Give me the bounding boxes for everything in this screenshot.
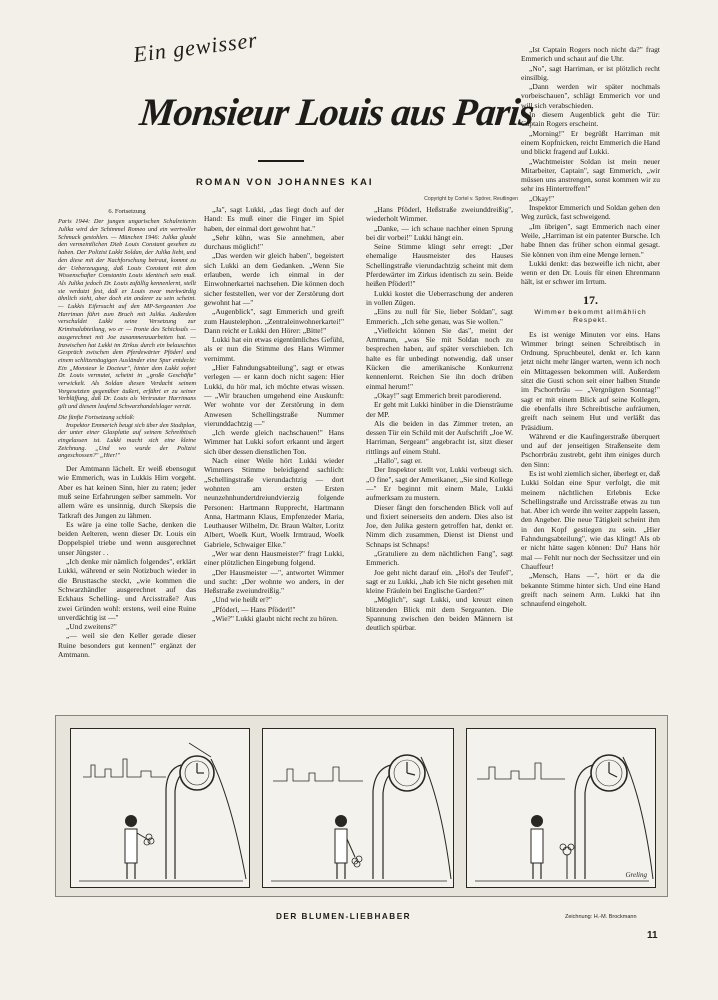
paragraph: „Wer war denn Hausmeister?" fragt Lukki, einer plötzlichen Eingebung folgend. xyxy=(204,548,344,568)
panel-3-drawing xyxy=(467,729,656,888)
paragraph: Er geht mit Lukki hinüber in die Diensträume der MP. xyxy=(366,400,513,419)
page-number: 11 xyxy=(647,930,658,941)
paragraph: „Hier Fahndungsabteilung", sagt er etwas verlegen — er kann doch nicht sagen: Hier Lukki, du hör mal, ich möchte etwas wissen. — „Wir brauchen umgehend eine Auskunft: Wer wohnte vor der Zerstörung in dem Anwesen Schellingstraße Nummer vierunddachtzig —" xyxy=(204,363,344,428)
chapter-number: 17. xyxy=(583,292,598,307)
paragraph: In diesem Augenblick geht die Tür: Captain Rogers erscheint. xyxy=(521,110,660,129)
cartoon-panel-3 xyxy=(466,728,656,888)
paragraph: Seine Stimme klingt sehr erregt: „Der ehemalige Hausmeister des Hauses Schellingstraße vierundachtzig scheint mit dem Pferdewärter im Zirkus identisch zu sein. Beide heißen Pföderl!" xyxy=(366,242,513,289)
paragraph: „Augenblick", sagt Emmerich und greift zum Haustelephon. „Zentraleinwohnerkartei!" Dann reicht er Lukki den Hörer: „Bitte!" xyxy=(204,307,344,335)
paragraph: „Ich werde gleich nachschauen!" Hans Wimmer hat Lukki sofort erkannt und ärgert sich über dessen dienstlichen Ton. xyxy=(204,428,344,456)
paragraph: „Danke, — ich schaue nachher einen Sprung bei dir vorbei!" Lukki hängt ein. xyxy=(366,223,513,242)
paragraph: „Vielleicht können Sie das", meint der Amtmann, „was Sie mit Soldan noch zu besprechen haben, auf später verschieben. Ich halte es für unbedingt notwendig, daß unser Kücken die amerikanische Konkurrenz kennenlernt. Reichen Sie ihn doch drüben einmal herum!" xyxy=(366,325,513,391)
paragraph: „Dann werden wir später nochmals vorbeischauen", schlägt Emmerich vor und will sich verabschieden. xyxy=(521,82,660,110)
story-title: Monsieur Louis aus Paris xyxy=(137,91,536,134)
paragraph: „Im übrigen", sagt Emmerich nach einer Weile, „Harriman ist ein patenter Bursche. Ich habe Ihnen das früher schon einmal gesagt. Sie können von ihm eine Menge lernen." xyxy=(521,221,660,259)
paragraph: „Das werden wir gleich haben", begeistert sich Lukki an dem Gedanken. „Wenn Sie erlauben, werde ich einmal in der Einwohnerkartei nachsehen. Die können doch sicher feststellen, wer vor der Zerstörung dort gewohnt hat —" xyxy=(204,251,344,307)
cartoon-panel-1 xyxy=(70,728,250,888)
title-kicker: Ein gewisser xyxy=(131,26,260,68)
panel-1-drawing xyxy=(71,729,250,888)
panel-2-drawing xyxy=(263,729,454,888)
text-column-3 xyxy=(366,205,513,633)
paragraph: „Morning!" Er begrüßt Harriman mit einem Kopfnicken, reicht Emmerich die Hand und blickt fragend auf Lukki. xyxy=(521,128,660,157)
paragraph: Es wäre ja eine tolle Sache, denken die beiden Aelteren, wenn dieser Dr. Louis ein Doppelspiel triebe und wenn ausgerechnet unser Jüngster . . xyxy=(58,519,196,557)
paragraph: „Okay!" xyxy=(529,193,555,203)
paragraph: Joe geht nicht darauf ein. „Hol's der Teufel", sagt er zu Lukki, „hab ich Sie nicht gesehen mit kleine Fräulein bei Englische Garden?" xyxy=(366,567,513,596)
paragraph: „Wachtmeister Soldan ist mein neuer Mitarbeiter, Captain", sagt Emmerich, „wir müssen uns anstrengen, sonst kommen wir zu sehr ins Hintertreffen!" xyxy=(521,156,660,194)
paragraph: Inspektor Emmerich und Soldan gehen den Weg zurück, fast schweigend. xyxy=(521,203,660,222)
text-column-4 xyxy=(521,45,660,608)
paragraph: „Gratuliere zu dem nächtlichen Fang", sagt Emmerich. xyxy=(366,548,513,568)
paragraph: Es ist wenige Minuten vor eins. Hans Wimmer bringt seinen Schreibtisch in Ordnung. Spruchbeutel, denkt er. Ich kann jetzt nicht mehr länger warten, wenn ich noch ein Mittagessen bekommen will. Außerdem sitzt die Gusti schon seit einer halben Stunde im Pschorrbräu — „Vergnügten Sonntag!" sagt er mit einem Blick auf seine Kollegen, die ebenfalls ihre Schreibtische aufräumen, greift nach seinem Hut und verläßt das Präsidium. xyxy=(521,329,660,432)
column-4-body xyxy=(521,45,660,287)
text-column-2 xyxy=(204,205,344,623)
paragraph: Lukki hat ein etwas eigentümliches Gefühl, als er nun die Stimme des Hans Wimmer vernimmt. xyxy=(204,335,344,363)
copyright-note: Copyright by Cortel v. Spörer, Reutlingen xyxy=(424,196,518,202)
paragraph: „Wie?" Lukki glaubt nicht recht zu hören. xyxy=(212,614,338,624)
paragraph: Während er die Kaufingerstraße überquert und auf der jenseitigen Straßenseite dem Pschorrbräu zustrebt, geht ihm einiges durch den Sinn: xyxy=(521,431,660,469)
cartoon-caption: DER BLUMEN-LIEBHABER xyxy=(276,912,412,921)
paragraph: Dieser fängt den forschenden Blick voll auf und fixiert seinerseits den andern. Dies also ist Joe, den Julika gestern getroffen hat, denkt er. Nimm dich zusammen, Dienst ist Dienst und Schnaps ist Schnaps! xyxy=(366,502,513,549)
paragraph: Lukki kostet die Ueberraschung der anderen in vollen Zügen. xyxy=(366,288,513,307)
paragraph: „Ja", sagt Lukki, „das liegt doch auf der Hand: Es muß einer die Finger im Spiel haben, der einmal dort gewohnt hat." xyxy=(204,205,344,233)
paragraph: „Sehr kühn, was Sie annehmen, aber durchaus möglich!" xyxy=(204,232,344,252)
paragraph: „Und wie heißt er?" xyxy=(212,595,272,605)
column-3-body xyxy=(366,205,513,633)
title-rule xyxy=(258,160,304,162)
paragraph: „Hans Pföderl, Heßstraße zweiunddreißig", wiederholt Wimmer. xyxy=(366,205,513,224)
column-2-body xyxy=(204,205,344,623)
artist-signature: Greling xyxy=(625,871,647,879)
byline: ROMAN VON JOHANNES KAI xyxy=(196,177,374,188)
story-summary: Paris 1944: Der jungen ungarischen Schulreiterin Julika wird der Schimmel Romeo und ein wertvoller Schmuck gestohlen. — München 1946: Julika glaubt den vermeintlichen Dieb Louis Constant gesehen zu haben. Der Polizist Lukki Soldan, der Julika liebt, und den diese mit der Nachforschung betraut, kommt zu der Ueberzeugung, daß Louis Constant mit dem Wissenschafter Constantin Louis identisch sein muß. Als Julika jedoch Dr. Louis zufällig kennenlernt, stellt sie verdutzt fest, daß er Louis zwar merkwürdig ähnlich sieht, aber doch ein anderer zu sein scheint. — Lukkis Eifersucht auf den MP-Sergeanten Joe Harriman führt zum Bruch mit Julika. Außerdem verschuldet Lukki seine Versetzung zur Kriminalabteilung, wo er — Ironie des Schicksals — ausgerechnet mit Joe zusammenzuarbeiten hat. — Inzwischen hat Lukki im Zirkus durch ein belauschtes Gespräch zwischen dem Pferdewärter Pföderl und einem schlitzenäugigen Ausländer eine Spur entdeckt: Ein „Monsieur le Docteur", hinter dem Lukki sofort Dr. Louis vermutet, scheint in „große Geschäfte" verwickelt. Als Soldan diesen Verdacht seinem Vorgesetzten gegenüber äußert, erfährt er zu seiner Verblüffung, daß Dr. Louis als Vertrauter Harrimans gilt und diesem laufend Schwarzhandelslager verrät. xyxy=(58,218,196,411)
paragraph: „Möglich", sagt Lukki, und kreuzt einen blitzenden Blick mit dem Sergeanten. Die Spannung zwischen den beiden Männern ist deutlich spürbar. xyxy=(366,595,513,633)
cartoon-panel-2 xyxy=(262,728,454,888)
paragraph: „Pföderl, — Hans Pföderl!" xyxy=(212,604,296,614)
cartoon-credit: Zeichnung: H.-M. Brockmann xyxy=(565,914,637,920)
recap-text: Inspektor Emmerich beugt sich über den Stadtplan, der unter einer Glasplatte auf seinem Schreibtisch eingelassen ist. Lukki macht sich eine kleine Zeichnung. „Und wo wurde der Polizist angeschossen?" „Hier!" xyxy=(58,421,196,460)
column-1-body xyxy=(58,464,196,659)
paragraph: „Der Hausmeister —", antwortet Wimmer und sucht: „Der wohnte wo anders, in der Heßstraße zweiundreißig." xyxy=(204,567,344,596)
cartoon-strip xyxy=(55,715,668,897)
paragraph: „Ich denke mir nämlich folgendes", erklärt Lukki, während er sein Notizbuch wieder in die Brusttasche steckt, „wie kommen die Schwarzhändler ausgerechnet auf das Eckhaus Schelling- und Arcisstraße? Aus zwei Gründen wohl: erstens, weil eine Ruine unverdächtig ist —" xyxy=(58,557,196,622)
recap-title: Die fünfte Fortsetzung schloß: xyxy=(58,413,135,421)
paragraph: „Ist Captain Rogers noch nicht da?" fragt Emmerich und schaut auf die Uhr. xyxy=(521,45,660,64)
paragraph: „No", sagt Harriman, er ist plötzlich recht einsilbig. xyxy=(521,63,660,82)
paragraph: „Eins zu null für Sie, lieber Soldan", sagt Emmerich. „Ich sehe genau, was Sie wollen." xyxy=(366,307,513,326)
paragraph: „Okay!" sagt Emmerich breit parodierend. xyxy=(374,390,502,400)
paragraph: „Und zweitens?" xyxy=(66,622,117,632)
text-column-1 xyxy=(58,205,196,659)
paragraph: Lukki denkt: das bezweifle ich nicht, aber wenn er den Dr. Louis für einen Ehrenmann hält, ist er schwer im Irrtum. xyxy=(521,258,660,287)
paragraph: Der Inspektor stellt vor, Lukki verbeugt sich. „O fine", sagt der Amerikaner, „Sie sind Kollege —" Er beginnt mit einem Male, Lukki aufmerksam zu mustern. xyxy=(366,465,513,503)
paragraph: Es ist wohl ziemlich sicher, überlegt er, daß Lukki Soldan eine Spur verfolgt, die mit meinem nächtlichen Erlebnis Ecke Schellingstraße und Arcisstraße etwas zu tun hat. Aber ich werde ihn weiter zappeln lassen, den Angeber. Die neue Tätigkeit scheint ihm in den Kopf gestiegen zu sein. „Hier Fahndungsabteilung", wie das klingt! Als ob er nicht hätte sagen können: Du? Hans hör mal — Fehlt nur noch der Sechssitzer und ein Chauffeur! xyxy=(521,468,660,571)
installment-label: 6. Fortsetzung xyxy=(108,208,146,215)
paragraph: „Hallo", sagt er. xyxy=(374,456,423,466)
chapter-title: Wimmer bekommt allmählich Respekt. xyxy=(534,308,647,325)
paragraph: Der Amtmann lächelt. Er weiß ebensogut wie Emmerich, was in Lukkis Hirn vorgeht. Aber es hat keinen Sinn, hier zu raten; jeder muß seine Erfahrungen selber sammeln. Vor allem wäre es unsinnig, durch Skepsis die Tatkraft des Jungen zu lähmen. xyxy=(58,464,196,520)
paragraph: Nach einer Weile hört Lukki wieder Wimmers Stimme beleidigend sachlich: „Schellingstraße vierundachtzig — dort wohnten am ersten Ersten neunzehnhundertdreiundvierzig folgende Personen: Hartmann Rupprecht, Hartmann Anna, Hartmann Klaus, Empfenzeder Maria, Leuthauser Wilhelm, Dr. Braun Walter, Loritz Albert, Woelk Kurt, Woelk Irmtraud, Woelk Gabriele, Schwaiger Elke." xyxy=(204,456,344,549)
column-4-body-continued xyxy=(521,330,660,609)
paragraph: „Mensch, Hans —", hört er da die bekannte Stimme hinter sich. Und eine Hand greift nach seinem Arm. Lukki hat ihn schnaufend eingeholt. xyxy=(521,571,660,609)
paragraph: Als die beiden in das Zimmer treten, an dessen Tür ein Schild mit der Aufschrift „Joe W. Harriman, Sergeant" angebracht ist, sitzt dieser rittlings auf einem Stuhl. xyxy=(366,418,513,456)
paragraph: „— weil sie den Keller gerade dieser Ruine besonders gut kennen!" ergänzt der Amtmann. xyxy=(58,631,196,660)
